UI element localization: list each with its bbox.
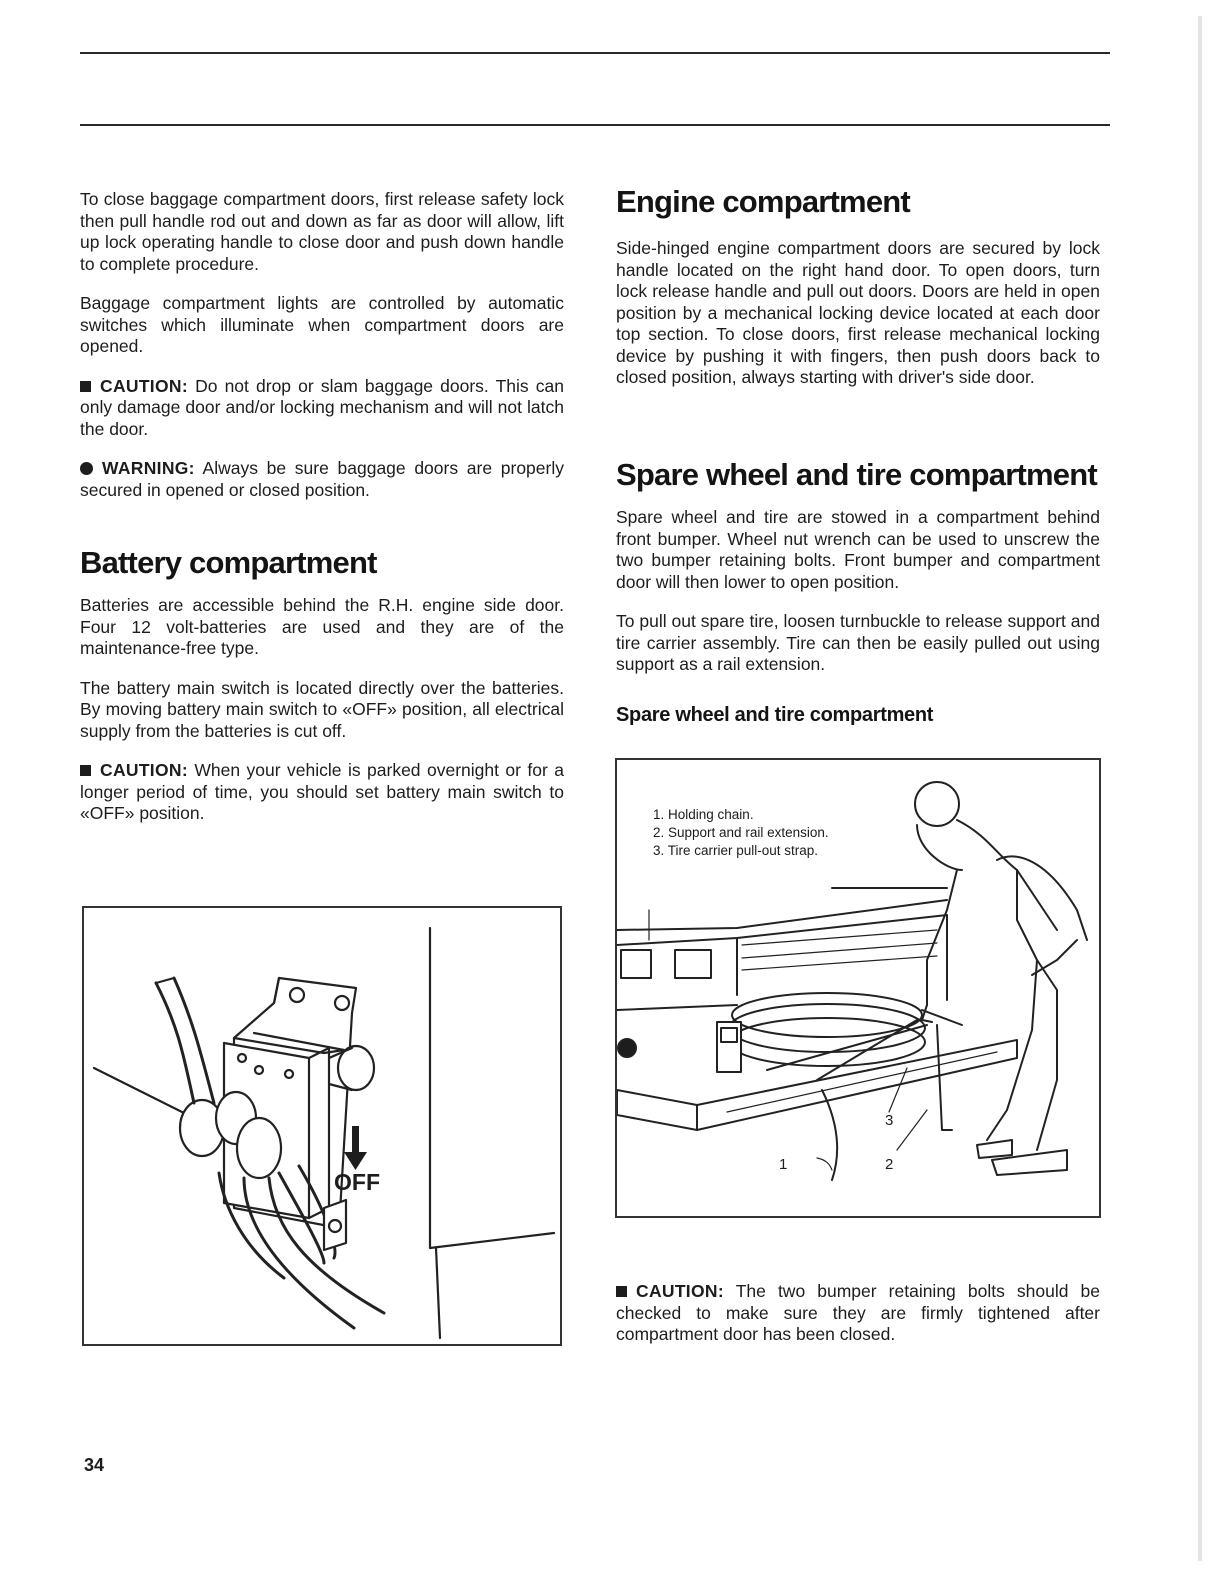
top-rule — [80, 52, 1110, 54]
off-arrow-icon — [344, 1126, 367, 1170]
legend-item: 2. Support and rail extension. — [653, 825, 829, 840]
battery-section — [80, 545, 564, 843]
second-rule — [80, 124, 1110, 126]
baggage-close-paragraph: To close baggage compartment doors, first release safety lock then pull handle rod out and down as far as door will allow, lift up lock operating handle to close door and push down handle to complete procedure. — [80, 189, 564, 274]
caution-baggage-doors — [80, 376, 564, 441]
caution-text: Do not drop or slam baggage doors. This can only damage door and/or locking mechanism and will not latch the door. — [80, 375, 564, 439]
battery-switch-figure — [82, 906, 562, 1346]
battery-switch-paragraph: The battery main switch is located directly over the batteries. By moving battery main switch to «OFF» position, all electrical supply from the batteries is cut off. — [80, 677, 564, 741]
callout-3: 3 — [885, 1112, 894, 1129]
caution-label: CAUTION: — [100, 375, 188, 396]
page-edge-shadow — [1198, 16, 1202, 1561]
battery-switch-illustration — [84, 908, 560, 1344]
caution-label: CAUTION: — [636, 1281, 724, 1301]
engine-section — [616, 184, 1100, 407]
legend-item: 1. Holding chain. — [653, 807, 754, 822]
page-number: 34 — [84, 1455, 105, 1475]
off-label: OFF — [334, 1169, 380, 1195]
callout-2: 2 — [885, 1156, 894, 1173]
figure-subheading: Spare wheel and tire compartment — [616, 704, 934, 726]
caution-text: The two bumper retaining bolts should be checked to make sure they are firmly tightened after compartment door has been closed. — [616, 1281, 1101, 1344]
caution-bumper-bolts — [616, 1281, 1100, 1346]
battery-heading: Battery compartment — [80, 545, 377, 580]
battery-access-paragraph: Batteries are accessible behind the R.H. engine side door. Four 12 volt-batteries are used and they are of the maintenance-free type. — [80, 595, 564, 658]
spare-section — [616, 457, 1100, 694]
caution-text: When your vehicle is parked overnight or for a longer period of time, you should set battery main switch to «OFF» position. — [80, 760, 564, 823]
baggage-lights-paragraph: Baggage compartment lights are controlled by automatic switches which illuminate when compartment doors are opened. — [80, 293, 564, 356]
engine-paragraph: Side-hinged engine compartment doors are secured by lock handle located on the right hand door. To open doors, turn lock release handle and pull out doors. Doors are held in open position by a mechanical locking device located at each door top section. To close doors, first release mechanical locking device by pushing it with fingers, then push doors back to closed position, always starting with driver's side door. — [616, 238, 1100, 387]
caution-square-icon — [616, 1286, 627, 1297]
spare-stow-paragraph: Spare wheel and tire are stowed in a compartment behind front bumper. Wheel nut wrench can be used to unscrew the two bumper retaining bolts. Front bumper and compartment door will then lower to open position. — [616, 507, 1100, 592]
caution-square-icon — [80, 765, 91, 776]
spare-heading: Spare wheel and tire compartment — [616, 457, 1097, 492]
legend-item: 3. Tire carrier pull-out strap. — [653, 843, 819, 858]
spare-pull-paragraph: To pull out spare tire, loosen turnbuckle to release support and tire carrier assembly. Tire can then be easily pulled out using support as a rail extension. — [616, 611, 1100, 674]
engine-heading: Engine compartment — [616, 184, 910, 219]
caution-battery-switch — [80, 760, 564, 825]
callout-1: 1 — [779, 1156, 788, 1173]
figure-legend — [653, 806, 829, 860]
warning-text: Always be sure baggage doors are properly secured in opened or closed position. — [80, 458, 564, 500]
left-column — [80, 189, 564, 519]
caution-label: CAUTION: — [100, 760, 188, 780]
caution-square-icon — [80, 381, 91, 392]
spare-wheel-figure — [615, 758, 1101, 1218]
warning-label: WARNING: — [102, 458, 195, 478]
warning-baggage-doors — [80, 458, 564, 501]
caution-bumper-section — [616, 1281, 1100, 1364]
warning-dot-icon — [80, 462, 93, 475]
